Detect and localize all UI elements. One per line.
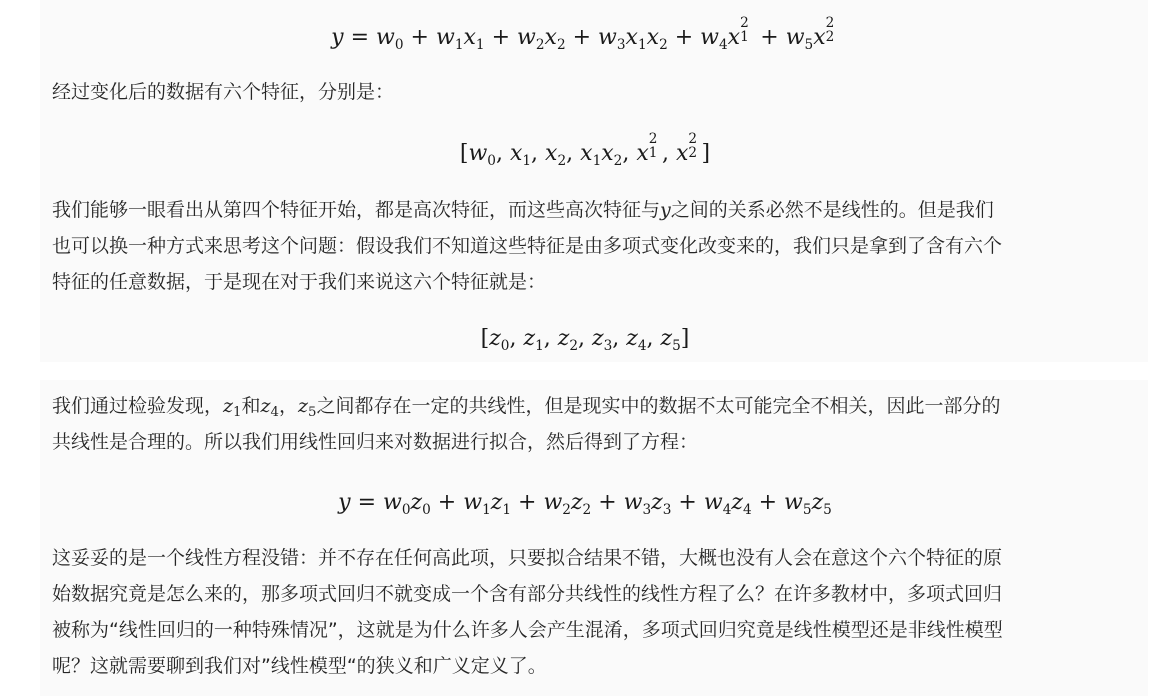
paragraph-high-order-features <box>52 192 1122 300</box>
equation-linear-z: $y = w_0z_0 + w_1z_1 + w_2z_2 + w_3z_3 + w_4z_4 + w_5z_5$ <box>338 490 832 518</box>
paragraph-text: 我们通过检验发现， <box>52 395 224 417</box>
paragraph-text: 经过变化后的数据有六个特征，分别是： <box>52 81 395 103</box>
paragraph-text: 被称为“线性回归的一种特殊情况”，这就是为什么许多人会产生混淆，多项式回归究竟是线性模型还是非线性模型 <box>52 619 1003 641</box>
equation-polynomial: $y = w_0 + w_1x_1 + w_2x_2 + w_3x_1x_2 + w_4x$ 2 1 + $w_5x$ 2 2 <box>331 14 835 53</box>
paragraph-text: 和 <box>241 395 261 417</box>
inline-var-z4: $z_4$ <box>260 395 279 420</box>
paragraph-text: 这妥妥的是一个线性方程没错：并不存在任何高此项，只要拟合结果不错，大概也没有人会在意这个六个特征的原 <box>52 547 1003 569</box>
paragraph-features-intro <box>52 74 1122 110</box>
paragraph-text: 呢？这就需要聊到我们对”线性模型“的狭义和广义定义了。 <box>52 655 547 677</box>
equation-feature-vector: [$w_0$, $x_1$, $x_2$, $x_1x_2$, x 2 1 , x 2 2 ] <box>459 130 711 169</box>
paragraph-collinearity <box>52 388 1122 460</box>
paragraph-text: 特征的任意数据，于是现在对于我们来说这六个特征就是： <box>52 271 547 293</box>
paragraph-text: ， <box>279 395 299 417</box>
paragraph-linear-conclusion <box>52 540 1122 684</box>
inline-var-y: y <box>660 199 671 221</box>
paragraph-text: 共线性是合理的。所以我们用线性回归来对数据进行拟合，然后得到了方程： <box>52 431 699 453</box>
paragraph-text: 之间的关系必然不是线性的。但是我们 <box>670 199 994 221</box>
inline-var-z5: $z_5$ <box>298 395 317 420</box>
paragraph-text: 也可以换一种方式来思考这个问题：假设我们不知道这些特征是由多项式变化改变来的，我们只是拿到了含有六个 <box>52 235 1003 257</box>
inline-var-z1: $z_1$ <box>223 395 242 420</box>
equation-z-vector: [$z_0$, $z_1$, $z_2$, $z_3$, $z_4$, $z_5$] <box>480 326 690 354</box>
paragraph-text: 之间都存在一定的共线性，但是现实中的数据不太可能完全不相关，因此一部分的 <box>316 395 1001 417</box>
content-block-top <box>40 0 1148 362</box>
paragraph-text: 我们能够一眼看出从第四个特征开始，都是高次特征，而这些高次特征与 <box>52 199 661 221</box>
paragraph-text: 始数据究竟是怎么来的，那多项式回归不就变成一个含有部分共线性的线性方程了么？在许多教材中，多项式回归 <box>52 583 1003 605</box>
